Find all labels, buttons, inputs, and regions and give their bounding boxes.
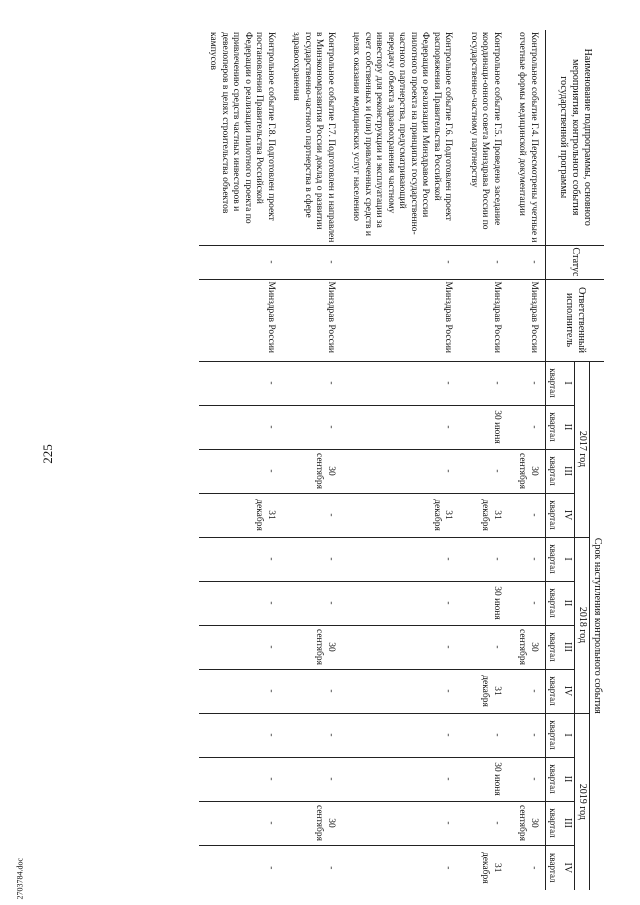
deadline-cell: - — [199, 361, 282, 405]
table-row — [508, 30, 546, 890]
event-name-cell: Контрольное событие Г.8. Подготовлен проект постановления Правительства Российской Федерации о реализации пилотного проекта по привлечению средств частных инвесторов и девелоперов в целях строительства объектов кампусов — [208, 32, 276, 224]
quarter-word-header: квартал — [546, 581, 561, 625]
quarter-number-header: I — [560, 361, 575, 405]
deadline-cell: - — [342, 625, 460, 669]
deadline-cell: - — [282, 713, 342, 757]
quarter-word-header: квартал — [546, 493, 561, 537]
deadline-cell: - — [282, 669, 342, 713]
table-header — [546, 30, 605, 890]
event-name-cell: Контрольное событие Г.5. Проведено заседание координаци-онного совета Минздрава России по государственно-частному партнерству — [469, 32, 502, 230]
year-2019-header: 2019 год — [575, 713, 590, 890]
quarter-word-header: квартал — [546, 625, 561, 669]
executor-cell: Минздрав России — [199, 279, 282, 361]
name-column-header: Наименование подпрограммы, основного мероприятия, контрольного события государственной программы — [546, 30, 605, 245]
executor-cell: Минздрав России — [508, 279, 546, 361]
deadline-cell: - — [508, 713, 546, 757]
deadline-cell: - — [508, 493, 546, 537]
deadline-cell: - — [199, 405, 282, 449]
deadline-cell: - — [460, 449, 509, 493]
deadline-cell: - — [199, 801, 282, 845]
deadline-cell: - — [342, 845, 460, 890]
term-column-header: Срок наступления контрольного события — [590, 361, 605, 890]
status-cell: - — [342, 245, 460, 279]
event-name-cell: Контрольное событие Г.7. Подготовлен и направлен в Минэкономразвития России доклад о развитии государственно-частного партнерства в сфере здравоохранения — [291, 32, 336, 243]
executor-column-header: Ответственный исполнитель — [546, 279, 605, 361]
deadline-cell: - — [460, 361, 509, 405]
deadline-cell: - — [199, 669, 282, 713]
quarter-number-header: III — [560, 801, 575, 845]
deadline-cell: - — [199, 581, 282, 625]
deadline-cell: 30 сентября — [282, 801, 342, 845]
quarter-word-header: квартал — [546, 405, 561, 449]
deadline-cell: 31 декабря — [342, 493, 460, 537]
table-body — [199, 30, 546, 890]
deadline-cell: - — [342, 757, 460, 801]
deadline-cell: - — [460, 537, 509, 581]
event-name-cell: Контрольное событие Г.4. Пересмотрены учетные и отчетные формы медицинской документации — [517, 32, 539, 243]
quarter-word-header: квартал — [546, 713, 561, 757]
deadline-cell: - — [508, 537, 546, 581]
table-row — [460, 30, 509, 890]
status-cell: - — [508, 245, 546, 279]
deadline-cell: - — [199, 625, 282, 669]
deadline-cell: - — [342, 669, 460, 713]
footer-code: 2703784.doc — [15, 857, 25, 900]
deadline-cell: - — [199, 757, 282, 801]
deadline-cell: 30 сентября — [282, 449, 342, 493]
deadline-cell: - — [342, 801, 460, 845]
deadline-cell: - — [282, 581, 342, 625]
deadline-cell: - — [199, 845, 282, 890]
deadline-cell: 31 декабря — [460, 669, 509, 713]
deadline-cell: - — [342, 581, 460, 625]
deadline-cell: - — [508, 361, 546, 405]
deadline-cell: - — [342, 405, 460, 449]
quarter-number-header: IV — [560, 669, 575, 713]
deadline-cell: - — [460, 713, 509, 757]
quarter-word-header: квартал — [546, 757, 561, 801]
quarter-word-header: квартал — [546, 801, 561, 845]
quarter-number-header: III — [560, 449, 575, 493]
deadline-cell: - — [199, 713, 282, 757]
quarter-word-header: квартал — [546, 361, 561, 405]
deadline-cell: 30 июня — [460, 581, 509, 625]
deadline-cell: - — [282, 845, 342, 890]
deadline-cell: - — [508, 405, 546, 449]
status-cell: - — [199, 245, 282, 279]
deadline-cell: 30 сентября — [508, 625, 546, 669]
quarter-number-header: III — [560, 625, 575, 669]
deadline-cell: - — [282, 405, 342, 449]
quarter-number-header: I — [560, 713, 575, 757]
deadline-cell: - — [342, 449, 460, 493]
table-row — [342, 30, 460, 890]
deadline-cell: - — [508, 757, 546, 801]
status-column-header: Статус — [546, 245, 605, 279]
deadline-cell: - — [342, 713, 460, 757]
deadline-cell: - — [460, 625, 509, 669]
status-cell: - — [282, 245, 342, 279]
quarter-number-header: IV — [560, 493, 575, 537]
deadline-cell: - — [460, 801, 509, 845]
quarter-number-header: II — [560, 581, 575, 625]
deadline-cell: 31 декабря — [460, 493, 509, 537]
quarter-number-header: I — [560, 537, 575, 581]
table-row — [199, 30, 282, 890]
deadline-cell: 30 июня — [460, 405, 509, 449]
deadline-cell: 30 сентября — [508, 801, 546, 845]
table-row — [282, 30, 342, 890]
deadline-cell: 31 декабря — [460, 845, 509, 890]
executor-cell: Минздрав России — [460, 279, 509, 361]
deadline-cell: - — [508, 845, 546, 890]
deadline-cell: - — [508, 669, 546, 713]
deadline-cell: 31 декабря — [199, 493, 282, 537]
deadline-cell: - — [342, 361, 460, 405]
schedule-table — [199, 30, 604, 890]
quarter-word-header: квартал — [546, 669, 561, 713]
quarter-number-header: IV — [560, 845, 575, 890]
deadline-cell: - — [282, 757, 342, 801]
page-number: 225 — [40, 444, 55, 464]
status-cell: - — [460, 245, 509, 279]
deadline-cell: 30 сентября — [282, 625, 342, 669]
deadline-cell: - — [282, 537, 342, 581]
deadline-cell: 30 июня — [460, 757, 509, 801]
deadline-cell: - — [199, 449, 282, 493]
executor-cell: Минздрав России — [342, 279, 460, 361]
quarter-word-header: квартал — [546, 537, 561, 581]
deadline-cell: - — [342, 537, 460, 581]
year-2017-header: 2017 год — [575, 361, 590, 537]
quarter-word-header: квартал — [546, 845, 561, 890]
deadline-cell: - — [282, 493, 342, 537]
deadline-cell: - — [508, 581, 546, 625]
year-2018-header: 2018 год — [575, 537, 590, 713]
event-name-cell: Контрольное событие Г.6. Подготовлен проект распоряжения Правительства Российской Федерации о реализации Минздравом России пилотного проекта на принципах государственно-частного партнерства, предусматривающий передачу объекта здравоохранения частному инвестору для реконструкции и эксплуатации за счет собственных и (или) привлеченных средств и целях оказания медицинских услуг населению — [351, 32, 454, 236]
deadline-cell: 30 сентября — [508, 449, 546, 493]
rotated-table-block — [57, 30, 604, 890]
deadline-cell: - — [282, 361, 342, 405]
quarter-number-header: II — [560, 405, 575, 449]
quarter-word-header: квартал — [546, 449, 561, 493]
deadline-cell: - — [199, 537, 282, 581]
executor-cell: Минздрав России — [282, 279, 342, 361]
quarter-number-header: II — [560, 757, 575, 801]
